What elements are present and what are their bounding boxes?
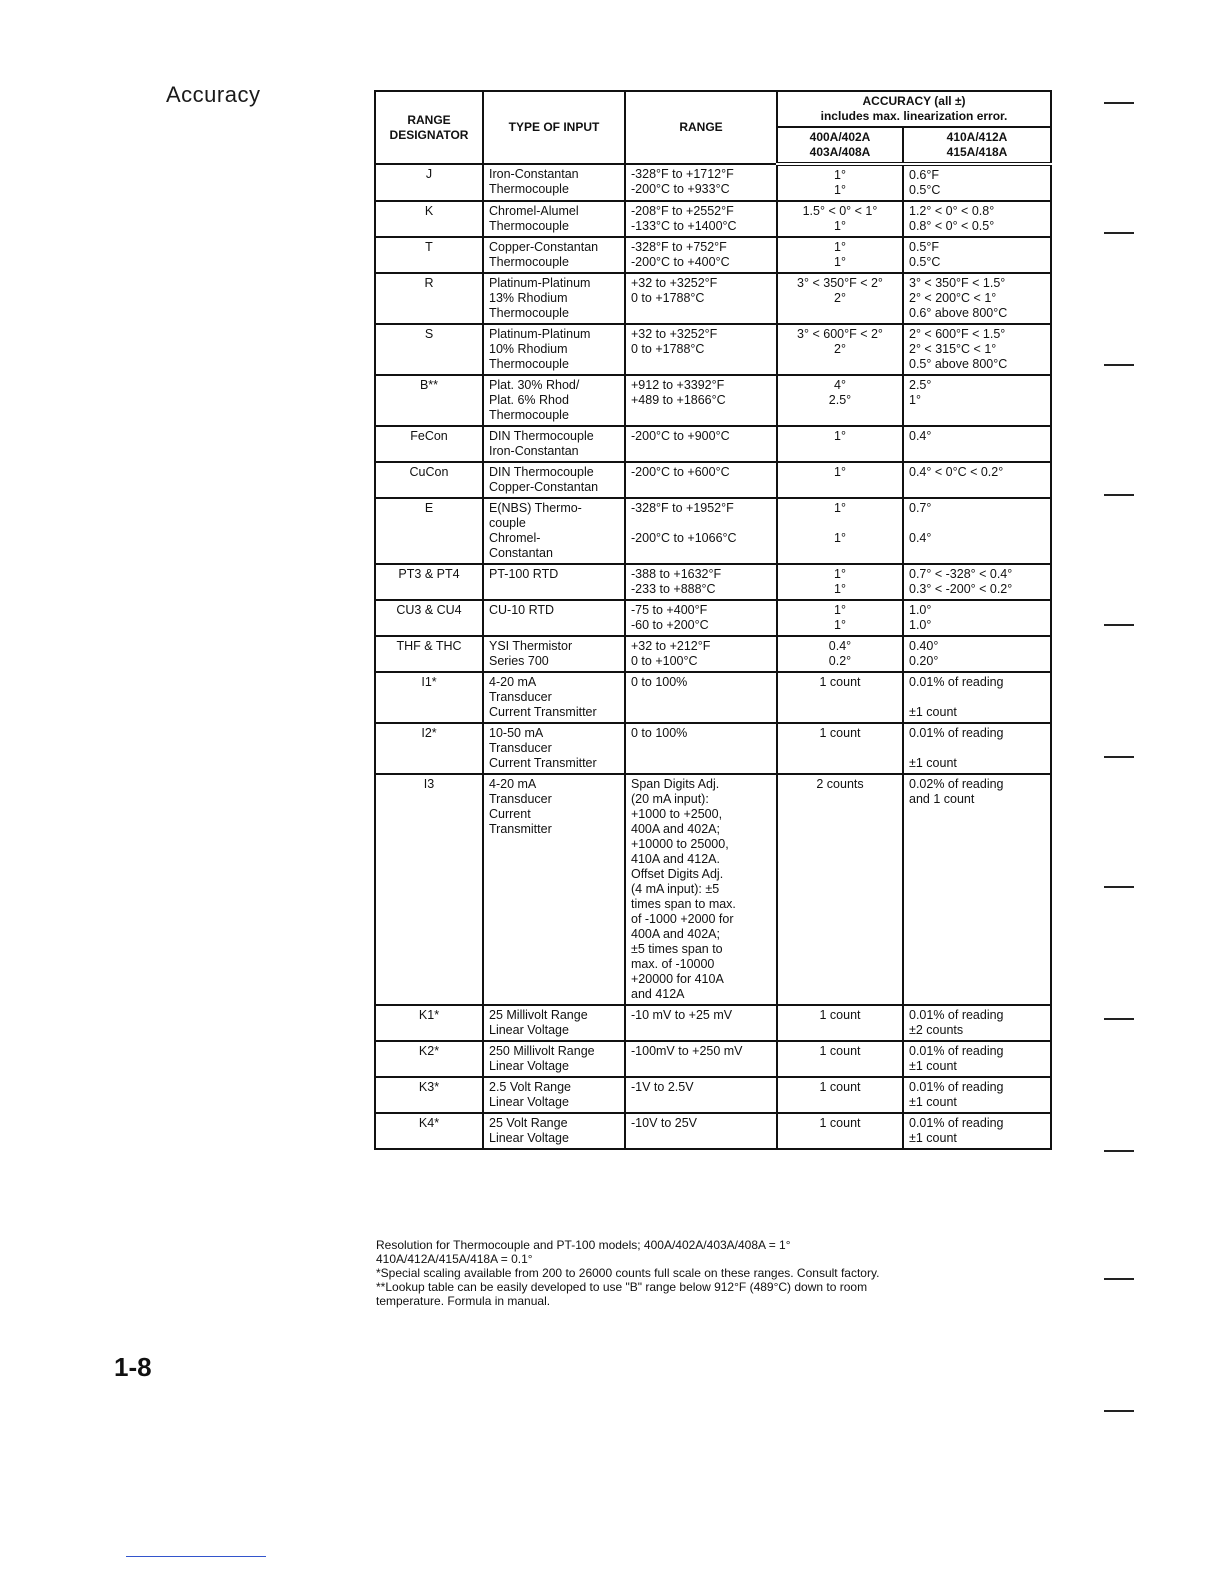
cell-accuracy-400a: 1 count [777,1041,903,1077]
table-row [375,164,1051,201]
cell-range-designator: S [375,324,483,375]
table-row [375,201,1051,237]
cell-range: 0 to 100% [625,672,777,723]
table-row [375,600,1051,636]
cell-accuracy-400a: 1° 1° [777,237,903,273]
cell-range: -75 to +400°F -60 to +200°C [625,600,777,636]
margin-mark [1104,1410,1134,1412]
cell-range-designator: FeCon [375,426,483,462]
cell-accuracy-410a: 0.4° [903,426,1051,462]
cell-range: 0 to 100% [625,723,777,774]
cell-type-of-input: YSI Thermistor Series 700 [483,636,625,672]
cell-accuracy-410a: 0.02% of reading and 1 count [903,774,1051,1005]
cell-accuracy-400a: 1 count [777,1077,903,1113]
cell-accuracy-400a: 2 counts [777,774,903,1005]
cell-accuracy-400a: 1 count [777,672,903,723]
margin-mark [1104,1150,1134,1152]
cell-type-of-input: 4-20 mA Transducer Current Transmitter [483,672,625,723]
cell-accuracy-400a: 1 count [777,1005,903,1041]
header-range-designator: RANGE DESIGNATOR [375,91,483,164]
cell-type-of-input: 4-20 mA Transducer Current Transmitter [483,774,625,1005]
table-row [375,324,1051,375]
cell-range: +32 to +3252°F 0 to +1788°C [625,324,777,375]
cell-type-of-input: PT-100 RTD [483,564,625,600]
cell-range-designator: K3* [375,1077,483,1113]
cell-range: -388 to +1632°F -233 to +888°C [625,564,777,600]
cell-accuracy-400a: 1 count [777,1113,903,1149]
cell-accuracy-410a: 0.01% of reading ±1 count [903,1041,1051,1077]
cell-accuracy-400a: 1° [777,426,903,462]
cell-range-designator: I3 [375,774,483,1005]
cell-range-designator: K4* [375,1113,483,1149]
table-row [375,672,1051,723]
header-accuracy: ACCURACY (all ±) includes max. linearization error. [777,91,1051,127]
cell-accuracy-400a: 1° 1° [777,164,903,201]
cell-accuracy-410a: 0.7° 0.4° [903,498,1051,564]
cell-type-of-input: E(NBS) Thermo- couple Chromel- Constantan [483,498,625,564]
cell-accuracy-410a: 3° < 350°F < 1.5° 2° < 200°C < 1° 0.6° above 800°C [903,273,1051,324]
cell-accuracy-410a: 0.01% of reading ±1 count [903,1113,1051,1149]
cell-range: +32 to +3252°F 0 to +1788°C [625,273,777,324]
margin-mark [1104,1018,1134,1020]
table-row [375,564,1051,600]
cell-accuracy-410a: 0.01% of reading ±2 counts [903,1005,1051,1041]
header-type-of-input: TYPE OF INPUT [483,91,625,164]
cell-type-of-input: Platinum-Platinum 10% Rhodium Thermocouple [483,324,625,375]
cell-range: -10V to 25V [625,1113,777,1149]
header-range: RANGE [625,91,777,164]
cell-type-of-input: CU-10 RTD [483,600,625,636]
cell-range: -328°F to +752°F -200°C to +400°C [625,237,777,273]
cell-type-of-input: Chromel-Alumel Thermocouple [483,201,625,237]
cell-type-of-input: 2.5 Volt Range Linear Voltage [483,1077,625,1113]
margin-marks [1104,0,1144,1584]
footnote-resolution: Resolution for Thermocouple and PT-100 models; 400A/402A/403A/408A = 1° 410A/412A/415A/418A = 0.1° [376,1238,791,1266]
cell-accuracy-410a: 0.4° < 0°C < 0.2° [903,462,1051,498]
cell-range-designator: B** [375,375,483,426]
cell-range: -328°F to +1952°F -200°C to +1066°C [625,498,777,564]
cell-range-designator: K1* [375,1005,483,1041]
margin-mark [1104,364,1134,366]
cell-accuracy-410a: 0.7° < -328° < 0.4° 0.3° < -200° < 0.2° [903,564,1051,600]
cell-type-of-input: 25 Millivolt Range Linear Voltage [483,1005,625,1041]
footnotes [376,1238,1056,1308]
header-model-group-b: 410A/412A 415A/418A [903,127,1051,164]
cell-type-of-input: DIN Thermocouple Iron-Constantan [483,426,625,462]
cell-range: +912 to +3392°F +489 to +1866°C [625,375,777,426]
cell-range: -200°C to +900°C [625,426,777,462]
table-row [375,774,1051,1005]
margin-mark [1104,494,1134,496]
cell-range: Span Digits Adj. (20 mA input): +1000 to +2500, 400A and 402A; +10000 to 25000, 410A and 412A. Offset Digits Adj. (4 mA input): ±5 times span to max. of -1000 +2000 for 400A and 402A; ±5 times span to max. of -10000 +20000 for 410A and 412A [625,774,777,1005]
table-row [375,1077,1051,1113]
cell-type-of-input: 25 Volt Range Linear Voltage [483,1113,625,1149]
accuracy-table-container [374,90,1050,1150]
cell-accuracy-400a: 1° 1° [777,498,903,564]
cell-range: +32 to +212°F 0 to +100°C [625,636,777,672]
cell-range-designator: K2* [375,1041,483,1077]
cell-accuracy-410a: 0.40° 0.20° [903,636,1051,672]
table-row [375,1005,1051,1041]
cell-range-designator: K [375,201,483,237]
margin-mark [1104,624,1134,626]
margin-mark [1104,886,1134,888]
cell-range-designator: CU3 & CU4 [375,600,483,636]
cell-type-of-input: Iron-Constantan Thermocouple [483,164,625,201]
table-row [375,273,1051,324]
cell-accuracy-410a: 1.2° < 0° < 0.8° 0.8° < 0° < 0.5° [903,201,1051,237]
table-row [375,375,1051,426]
cell-range: -208°F to +2552°F -133°C to +1400°C [625,201,777,237]
table-row [375,1113,1051,1149]
section-title: Accuracy [166,82,261,107]
cell-accuracy-400a: 1° 1° [777,600,903,636]
cell-range: -1V to 2.5V [625,1077,777,1113]
cell-range-designator: THF & THC [375,636,483,672]
footnote-lookup-table: **Lookup table can be easily developed to use "B" range below 912°F (489°C) down to room temperature. Formula in manual. [376,1280,868,1308]
margin-mark [1104,1278,1134,1280]
table-row [375,426,1051,462]
cell-range-designator: R [375,273,483,324]
margin-mark [1104,756,1134,758]
cell-accuracy-410a: 0.01% of reading ±1 count [903,723,1051,774]
bottom-rule [126,1556,266,1557]
cell-accuracy-400a: 4° 2.5° [777,375,903,426]
table-row [375,636,1051,672]
cell-type-of-input: Platinum-Platinum 13% Rhodium Thermocouple [483,273,625,324]
cell-range-designator: E [375,498,483,564]
cell-accuracy-410a: 2.5° 1° [903,375,1051,426]
margin-mark [1104,232,1134,234]
cell-type-of-input: Copper-Constantan Thermocouple [483,237,625,273]
cell-range-designator: I2* [375,723,483,774]
cell-type-of-input: 250 Millivolt Range Linear Voltage [483,1041,625,1077]
cell-accuracy-410a: 0.6°F 0.5°C [903,164,1051,201]
table-row [375,723,1051,774]
cell-accuracy-400a: 3° < 600°F < 2° 2° [777,324,903,375]
accuracy-table [374,90,1052,1150]
cell-type-of-input: 10-50 mA Transducer Current Transmitter [483,723,625,774]
cell-range: -10 mV to +25 mV [625,1005,777,1041]
cell-range-designator: I1* [375,672,483,723]
cell-accuracy-400a: 1° 1° [777,564,903,600]
cell-range-designator: CuCon [375,462,483,498]
footnote-special-scaling: *Special scaling available from 200 to 26000 counts full scale on these ranges. Consult factory. [376,1266,880,1280]
cell-accuracy-400a: 0.4° 0.2° [777,636,903,672]
cell-range-designator: J [375,164,483,201]
cell-range: -100mV to +250 mV [625,1041,777,1077]
page-number: 1-8 [114,1352,152,1382]
table-row [375,1041,1051,1077]
cell-accuracy-400a: 1° [777,462,903,498]
cell-accuracy-400a: 1 count [777,723,903,774]
header-model-group-a: 400A/402A 403A/408A [777,127,903,164]
table-row [375,462,1051,498]
cell-accuracy-410a: 0.01% of reading ±1 count [903,1077,1051,1113]
cell-accuracy-410a: 1.0° 1.0° [903,600,1051,636]
cell-range-designator: T [375,237,483,273]
cell-accuracy-410a: 2° < 600°F < 1.5° 2° < 315°C < 1° 0.5° above 800°C [903,324,1051,375]
cell-accuracy-410a: 0.01% of reading ±1 count [903,672,1051,723]
cell-accuracy-400a: 3° < 350°F < 2° 2° [777,273,903,324]
cell-accuracy-410a: 0.5°F 0.5°C [903,237,1051,273]
cell-type-of-input: Plat. 30% Rhod/ Plat. 6% Rhod Thermocouple [483,375,625,426]
cell-accuracy-400a: 1.5° < 0° < 1° 1° [777,201,903,237]
table-row [375,498,1051,564]
cell-range: -200°C to +600°C [625,462,777,498]
cell-range: -328°F to +1712°F -200°C to +933°C [625,164,777,201]
cell-range-designator: PT3 & PT4 [375,564,483,600]
margin-mark [1104,102,1134,104]
table-row [375,237,1051,273]
table-body [375,164,1051,1149]
cell-type-of-input: DIN Thermocouple Copper-Constantan [483,462,625,498]
